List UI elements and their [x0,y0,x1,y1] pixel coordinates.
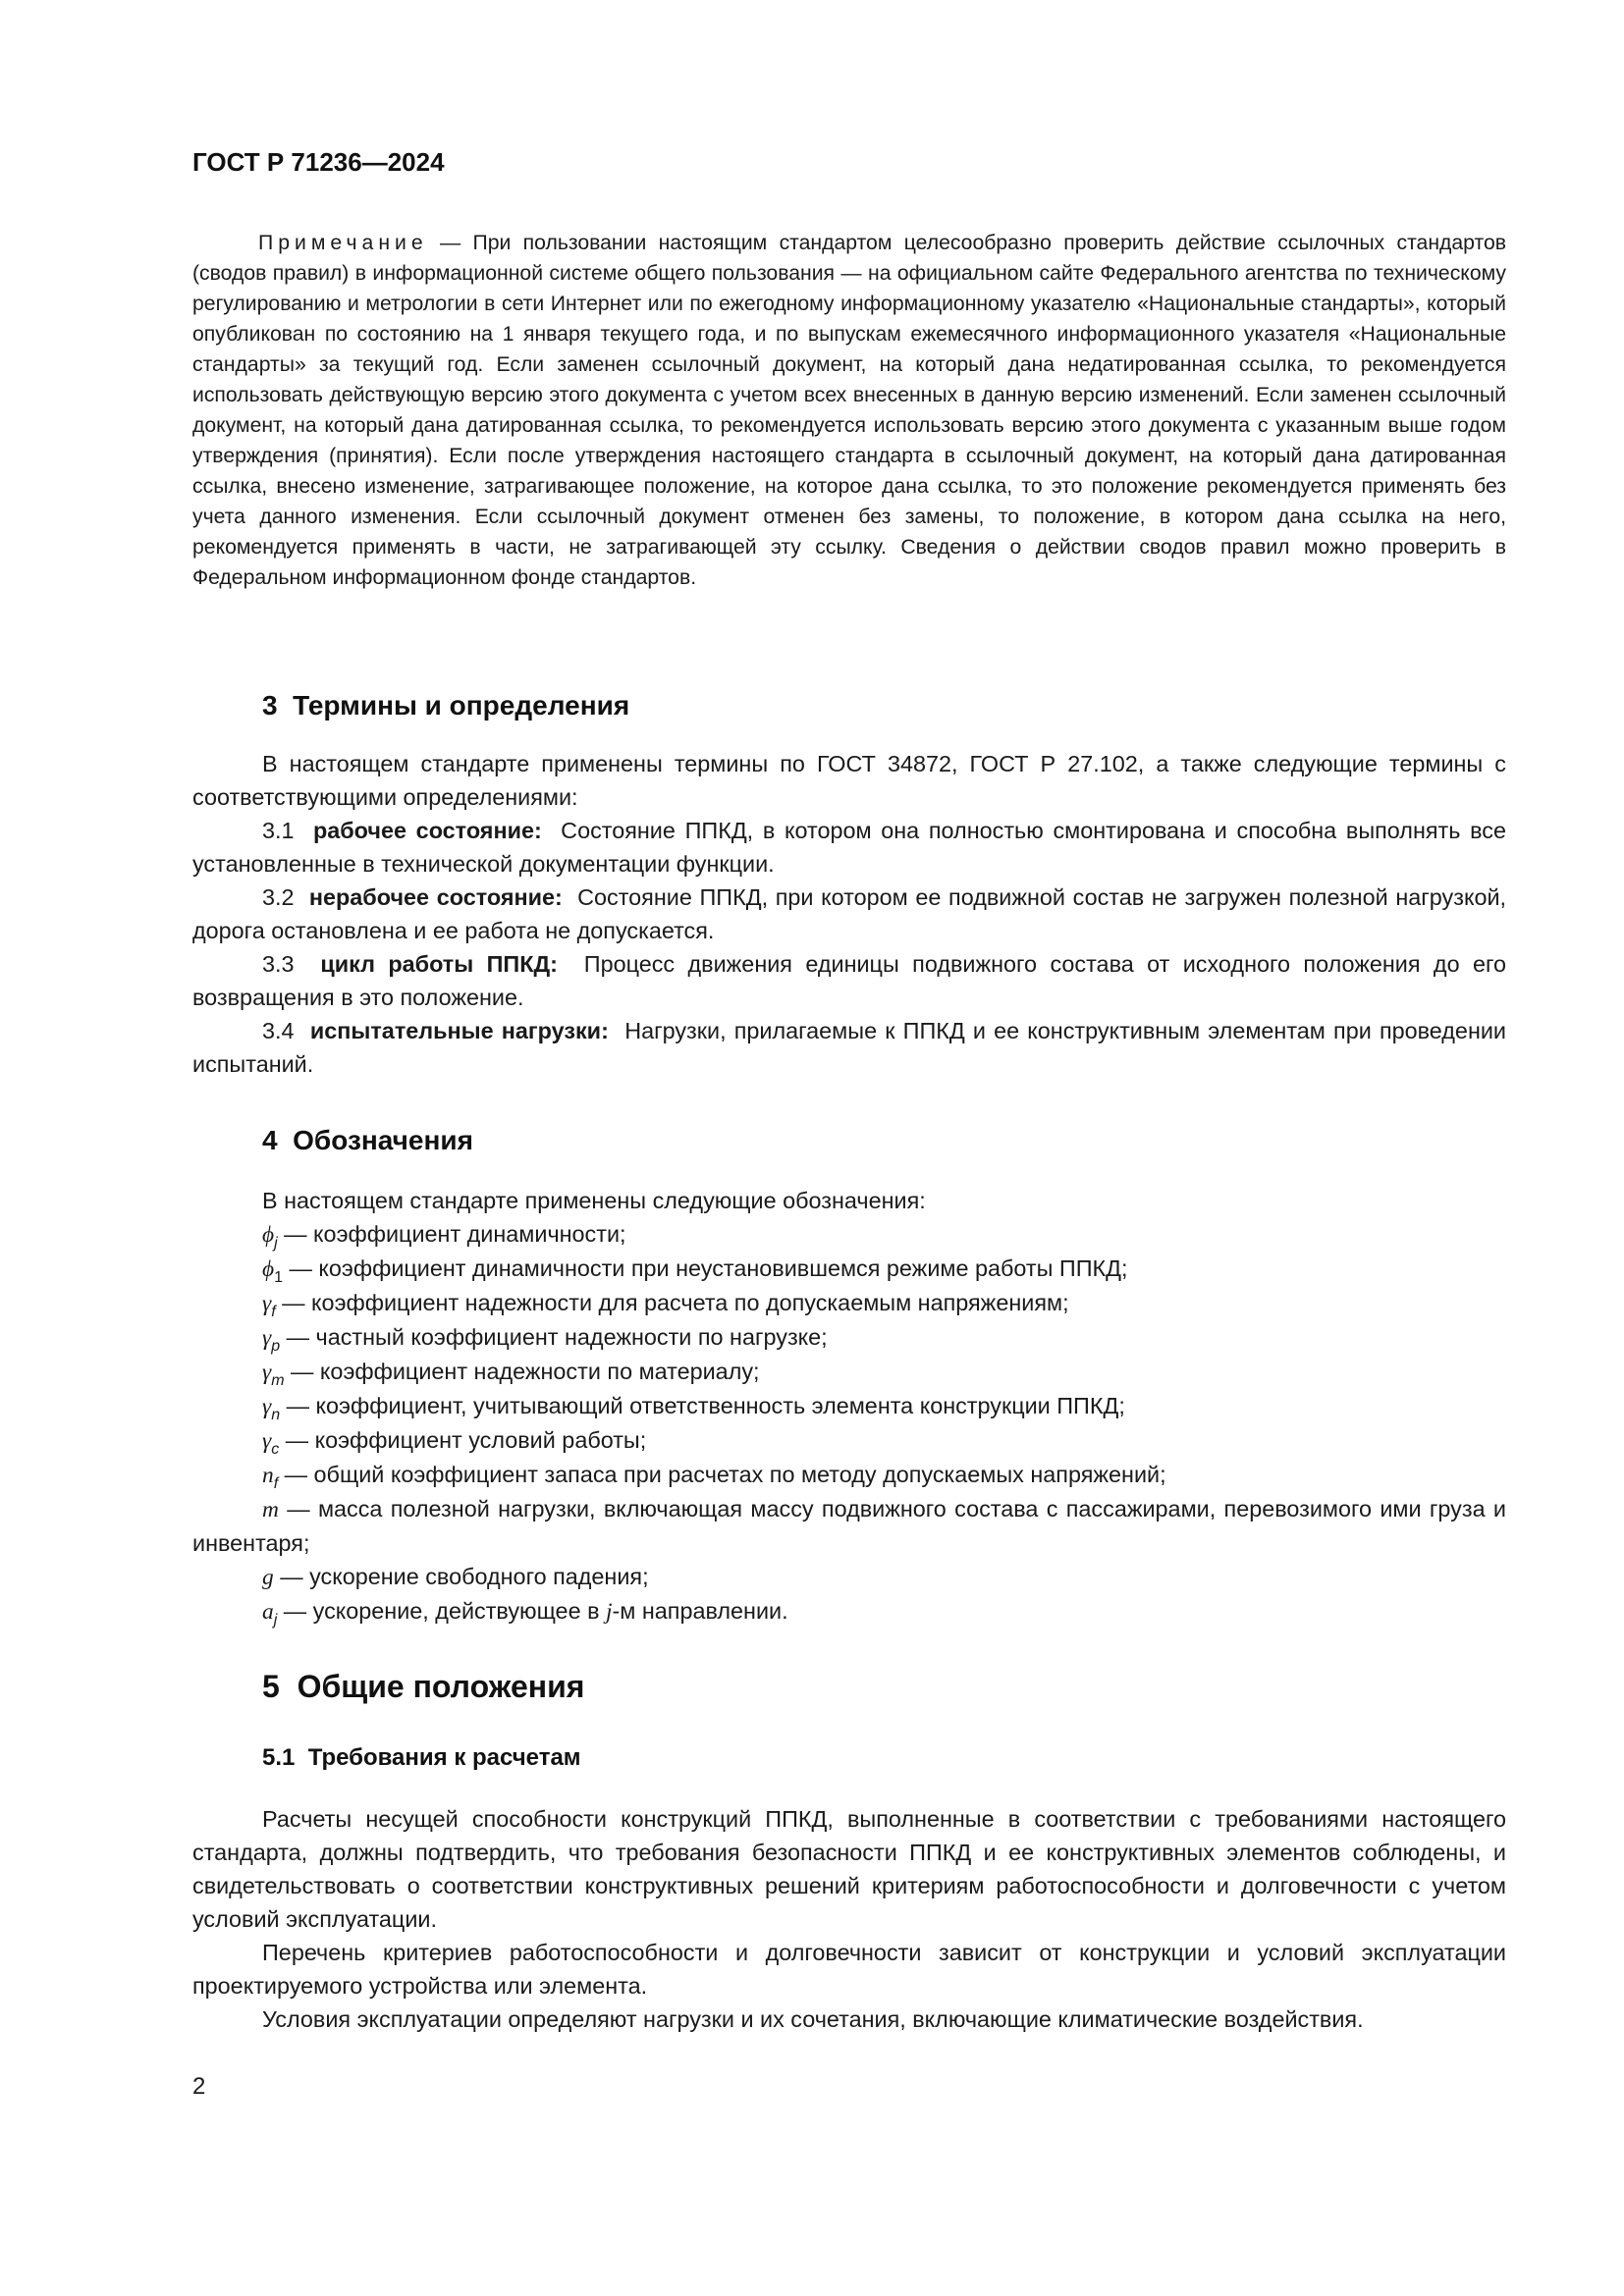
symbol-subscript: n [271,1407,281,1423]
paragraph: Условия эксплуатации определяют нагрузки и их сочетания, включающие климатические воздействия. [262,2006,1364,2032]
term-number: 3.2 [262,884,295,910]
symbol-item [192,1217,1506,1252]
symbol-description: — коэффициент динамичности при неустановившемся режиме работы ППКД; [283,1255,1128,1281]
symbol-item [192,1389,1506,1423]
symbol-item [192,1286,1506,1320]
symbol: ϕ [262,1222,275,1248]
note-label: Примечание [258,232,428,254]
symbol-subscript: f [273,1475,279,1492]
symbol: γ [262,1360,272,1385]
term-number: 3.1 [262,818,295,843]
section-4-heading: 4 Обозначения [262,1125,473,1155]
symbol: m [262,1497,279,1522]
symbol-description: — коэффициент надежности для расчета по допускаемым напряжениям; [275,1290,1069,1315]
symbol: γ [262,1325,272,1351]
symbol: γ [262,1291,272,1316]
document-id-header: ГОСТ Р 71236—2024 [192,147,445,177]
term-definition: Процесс движения единицы подвижного состава от исходного положения до его возвращения в это положение. [192,951,1507,1010]
symbol-description: — ускорение свободного падения; [273,1564,649,1589]
subsection-5-1-heading: 5.1 Требования к расчетам [262,1744,581,1771]
symbol: a [262,1599,274,1625]
symbol-item [192,1560,1506,1594]
symbol-description: — коэффициент условий работы; [279,1427,647,1453]
note-block [192,228,1506,593]
symbol-description: — ускорение, действующее в [277,1598,606,1624]
term-definition: Состояние ППКД, при котором ее подвижной состав не загружен полезной нагрузкой, дорога остановлена и ее работа не допускается. [192,884,1507,943]
paragraph: Расчеты несущей способности конструкций ППКД, выполненные в соответствии с требованиями настоящего стандарта, должны подтвердить, что требования безопасности ППКД и ее конструктивных элементов соблюдены, и свидетельствовать о соответствии конструктивных решений критериям работоспособности и долговечности с учетом условий эксплуатации. [192,1806,1506,1932]
symbol-subscript: p [271,1338,281,1355]
symbol-description: — частный коэффициент надежности по нагрузке; [280,1324,828,1350]
term-item [192,814,1506,881]
term-item [192,1014,1506,1081]
page-number: 2 [192,2073,206,2100]
section-4-intro: В настоящем стандарте применены следующие обозначения: [262,1188,926,1213]
symbol-item [192,1320,1506,1355]
symbol-subscript: 1 [274,1269,284,1286]
symbol: γ [262,1428,272,1454]
section-3-body [192,747,1506,1081]
term-number: 3.3 [262,951,295,977]
symbol-subscript: j [274,1235,278,1252]
section-3-heading: 3 Термины и определения [262,690,630,721]
term-definition: Нагрузки, прилагаемые к ППКД и ее конструктивным элементам при проведении испытаний. [192,1018,1506,1077]
term-definition: Состояние ППКД, в котором она полностью смонтирована и способна выполнять все установленные в технической документации функции. [192,818,1506,877]
subsection-5-1-body [192,1802,1506,2036]
symbol-description: — коэффициент динамичности; [277,1221,626,1247]
symbol-description: — масса полезной нагрузки, включающая массу подвижного состава с пассажирами, перевозимого ими груза и инвентаря; [192,1496,1506,1556]
symbol-subscript: f [271,1304,276,1320]
term-name: цикл работы ППКД: [320,951,558,977]
term-item [192,947,1506,1014]
symbol-description: — коэффициент, учитывающий ответственность элемента конструкции ППКД; [280,1393,1125,1418]
term-name: рабочее состояние: [312,818,542,843]
section-4-body [192,1184,1506,1629]
term-number: 3.4 [262,1018,295,1043]
paragraph: Перечень критериев работоспособности и долговечности зависит от конструкции и условий эксплуатации проектируемого устройства или элемента. [192,1940,1506,1999]
symbol-item [192,1458,1506,1492]
symbol-description: — общий коэффициент запаса при расчетах по методу допускаемых напряжений; [278,1462,1166,1487]
symbol-item [192,1252,1506,1286]
term-item [192,881,1506,947]
symbol-description: — коэффициент надежности по материалу; [284,1359,760,1384]
symbol: ϕ [262,1256,275,1282]
symbol-subscript: j [273,1612,278,1629]
symbol: g [262,1565,274,1590]
symbol-description-tail: -м направлении. [612,1598,788,1624]
symbol-item [192,1423,1506,1458]
note-paragraph [192,228,1506,593]
symbol-subscript: m [271,1372,285,1389]
term-name: испытательные нагрузки: [309,1018,609,1043]
symbol-item [192,1355,1506,1389]
symbol: γ [262,1394,272,1419]
term-name: нерабочее состояние: [308,884,563,910]
note-text: — При пользовании настоящим стандартом целесообразно проверить действие ссылочных стандартов (сводов правил) в информационной системе общего пользования — на официальном сайте Федерального агентства по техническому регулированию и метрологии в сети Интернет или по ежегодному информационному указателю «Национальные стандарты», который опубликован по состоянию на 1 января текущего года, и по выпускам ежемесячного информационного указателя «Национальные стандарты» за текущий год. Если заменен ссылочный документ, на который дана недатированная ссылка, то рекомендуется использовать действующую версию этого документа с учетом всех внесенных в данную версию изменений. Если заменен ссылочный документ, на который дана датированная ссылка, то рекомендуется использовать версию этого документа с указанным выше годом утверждения (принятия). Если после утверждения настоящего стандарта в ссылочный документ, на который дана датированная ссылка, внесено изменение, затрагивающее положение, на которое дана ссылка, то это положение рекомендуется применять без учета данного изменения. Если ссылочный документ отменен без замены, то положение, в котором дана ссылка на него, рекомендуется применять в части, не затрагивающей эту ссылку. Сведения о действии сводов правил можно проверить в Федеральном информационном фонде стандартов. [192,232,1506,589]
symbol-item [192,1594,1506,1629]
symbol: n [262,1463,274,1488]
section-3-intro: В настоящем стандарте применены термины по ГОСТ 34872, ГОСТ Р 27.102, а также следующие термины с соответствующими определениями: [192,751,1506,810]
symbol-item [192,1492,1506,1560]
symbol-inline: j [606,1599,613,1625]
section-5-heading: 5 Общие положения [262,1669,585,1704]
symbol-subscript: c [271,1441,280,1458]
